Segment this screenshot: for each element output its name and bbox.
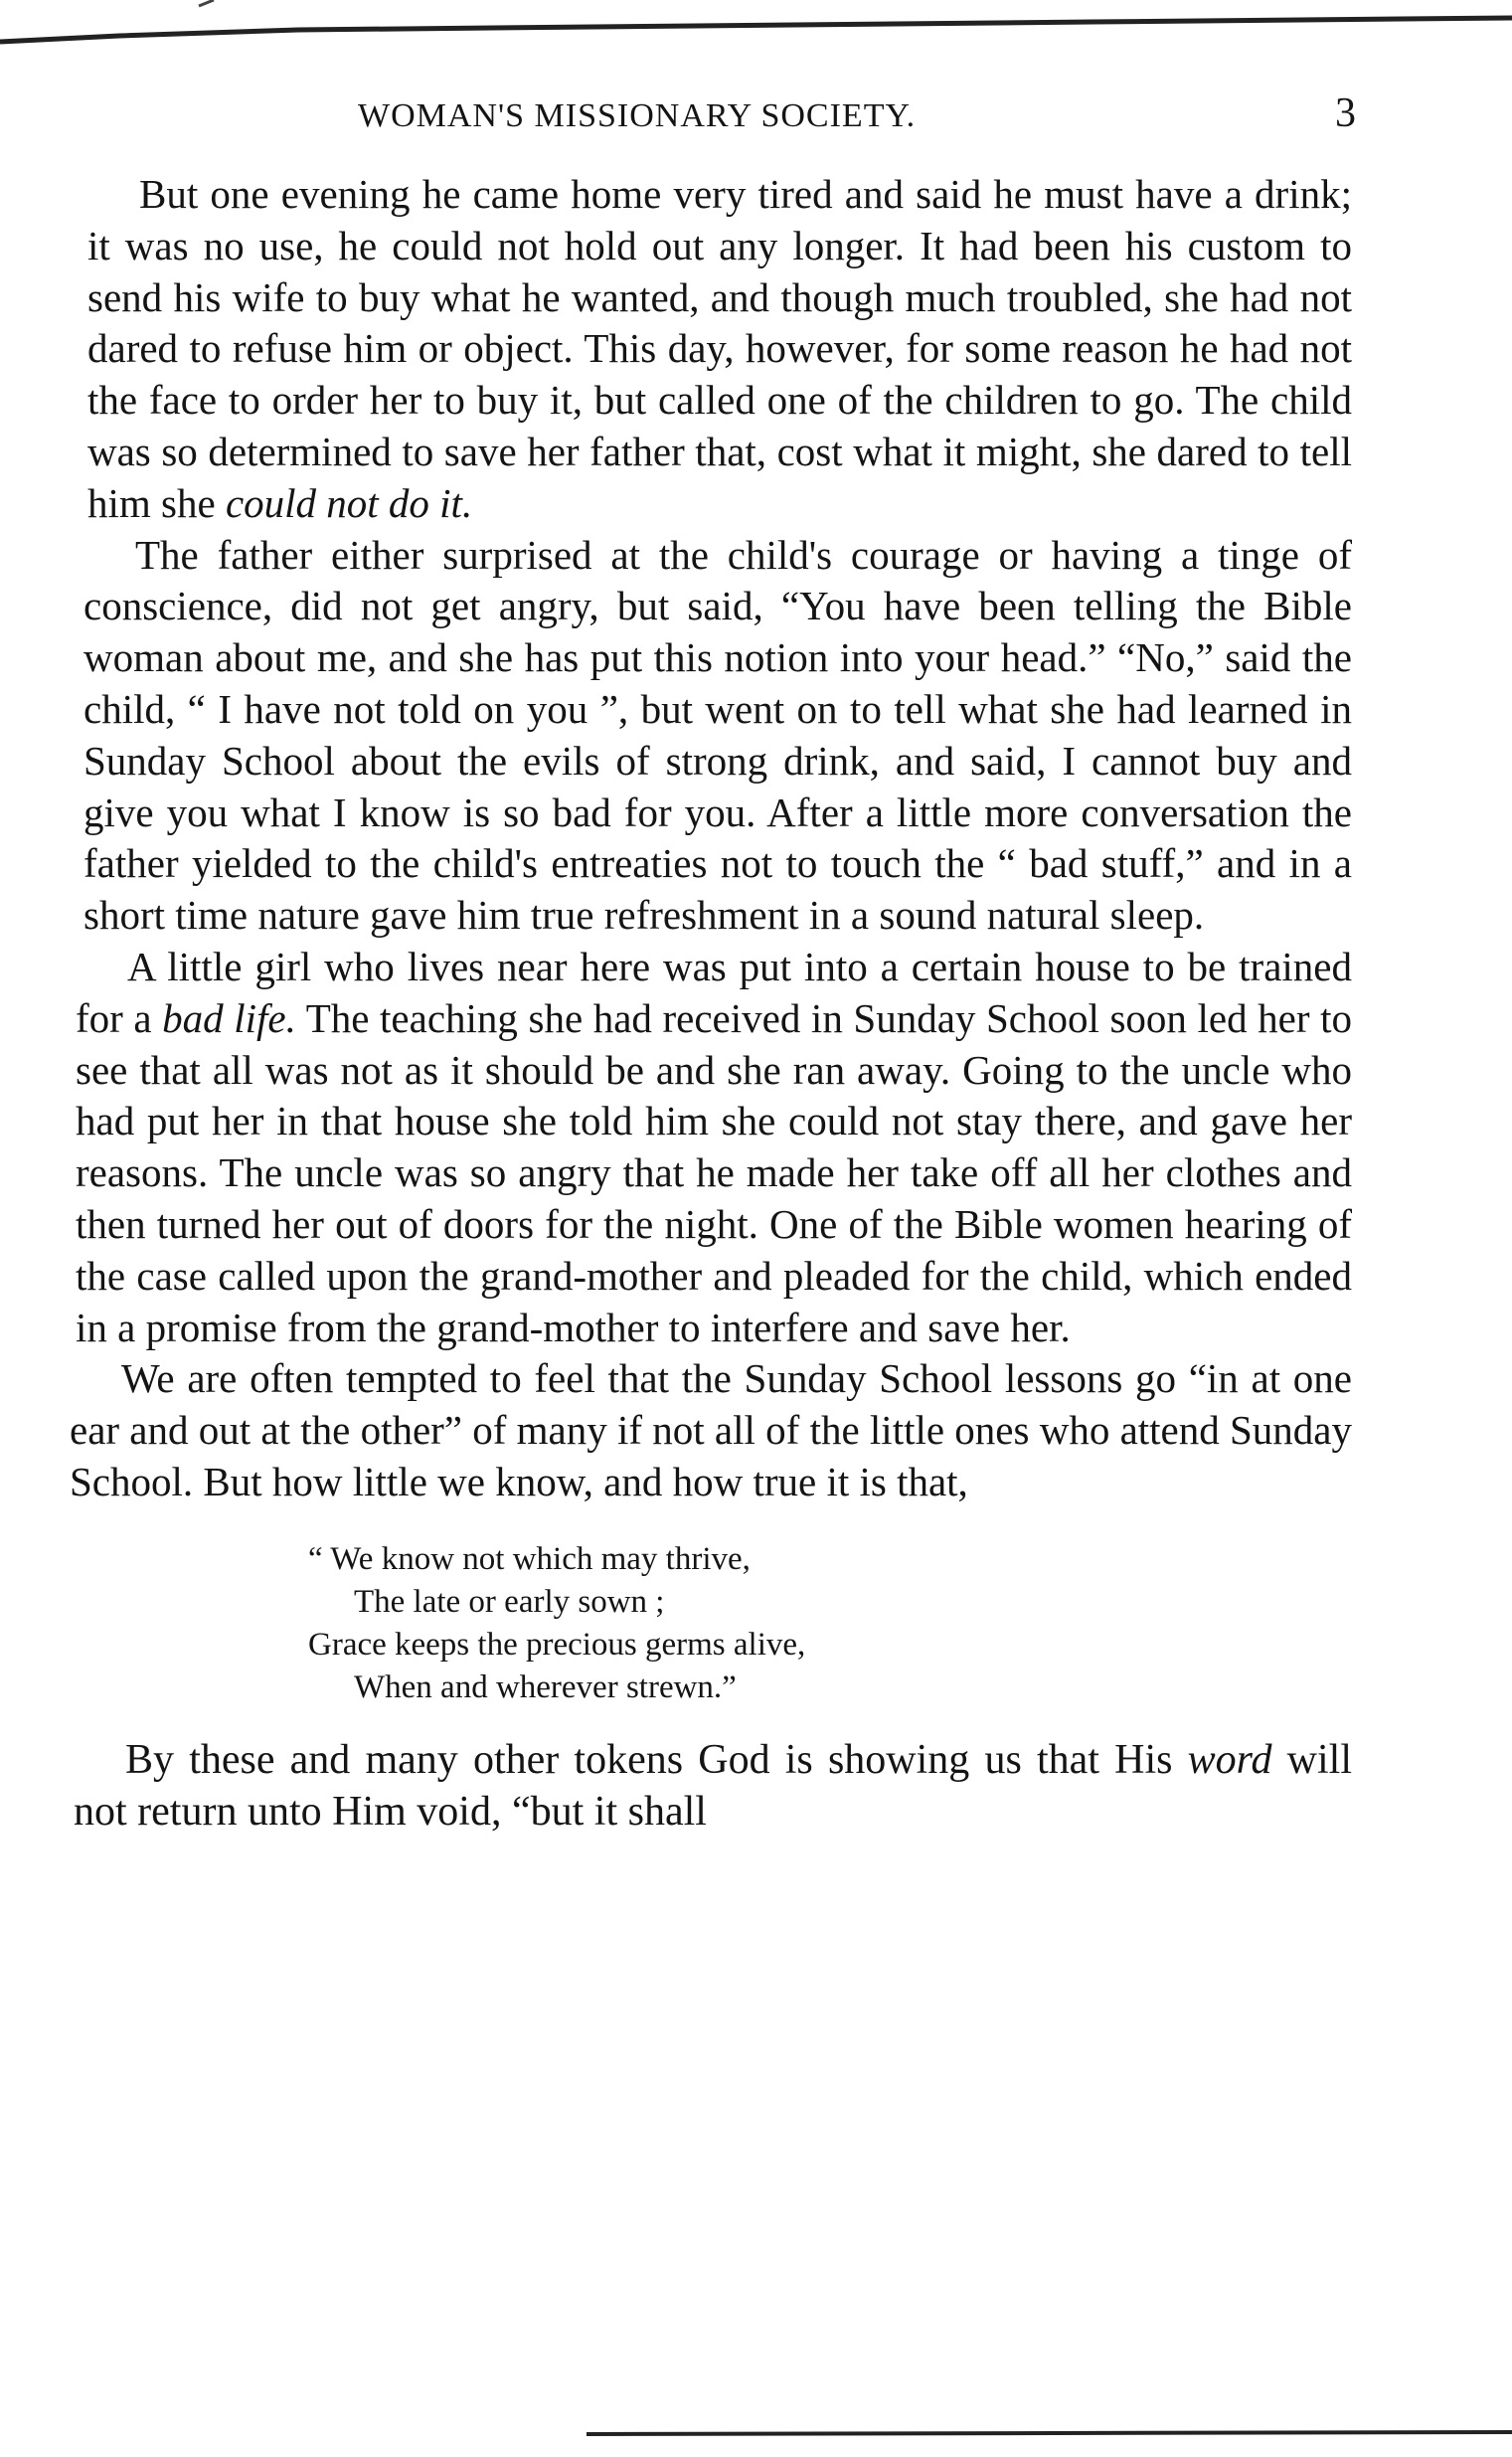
paragraph-2-text: The father either surprised at the child's courage or having a tinge of conscience, did not get angry, but said, “You have been telling the Bible woman about me, and she has put this notion into your head.” “No,” said the child, “ I have not told on you ”, but went on to tell what she had learned in Sunday School about the evils of strong drink, and said, I cannot buy and give you what I know is so bad for you. After a little more conversation the father yielded to the child's entreaties not to touch the “ bad stuff,” and in a short time nature gave him true refreshment in a sound natural sleep. xyxy=(84,531,1352,939)
verse-line-4: When and wherever strewn.” xyxy=(354,1668,737,1705)
closing-emphasis: word xyxy=(1187,1736,1272,1783)
paragraph-1 xyxy=(70,169,1352,530)
page xyxy=(70,80,1356,1838)
scan-top-edge xyxy=(0,0,1512,60)
closing-text-cont: will not return unto Him void, “but it shall xyxy=(74,1736,1352,1835)
paragraph-3-emphasis: bad life. xyxy=(162,994,296,1041)
header-title: WOMAN'S MISSIONARY SOCIETY. xyxy=(358,97,917,134)
paragraph-3-text-cont: The teaching she had received in Sunday School soon led her to see that all was not as it should be and she ran away. Going to the uncle who had put her in that house she told him she could not stay there, and gave her reasons. The uncle was so angry that he made her take off all her clothes and then turned her out of doors for the night. One of the Bible women hearing of the case called upon the grand-mother and pleaded for the child, which ended in a promise from the grand-mother to interfere and save her. xyxy=(76,994,1352,1350)
running-header xyxy=(70,80,1356,169)
paragraph-4-text: We are often tempted to feel that the Sunday School lessons go “in at one ear and out at the other” of many if not all of the little ones who attend Sunday School. But how little we know, and how true it is that, xyxy=(70,1355,1352,1504)
verse-quote xyxy=(70,1538,1352,1709)
paragraph-4 xyxy=(70,1353,1352,1507)
paragraph-1-emphasis: could not do it. xyxy=(225,479,473,526)
closing-paragraph xyxy=(70,1735,1352,1839)
scan-bottom-edge xyxy=(587,2424,1512,2442)
paragraph-3 xyxy=(70,942,1352,1353)
closing-text: By these and many other tokens God is showing us that His xyxy=(125,1736,1188,1783)
paragraph-1-text: But one evening he came home very tired and said he must have a drink; it was no use, he could not hold out any longer. It had been his custom to send his wife to buy what he wanted, and though much troubled, she had not dared to refuse him or object. This day, however, for some reason he had not the face to order her to buy it, but called one of the children to go. The child was so determined to save her father that, cost what it might, she dared to tell him she xyxy=(87,171,1352,526)
verse-line-1: “ We know not which may thrive, xyxy=(308,1540,751,1577)
verse-line-2: The late or early sown ; xyxy=(354,1583,665,1620)
verse-line-3: Grace keeps the precious germs alive, xyxy=(308,1626,806,1663)
paragraph-3-text: A little girl who lives near here was put into a certain house to be trained for a xyxy=(76,943,1352,1041)
page-number: 3 xyxy=(1335,90,1356,136)
paragraph-2 xyxy=(70,530,1352,942)
